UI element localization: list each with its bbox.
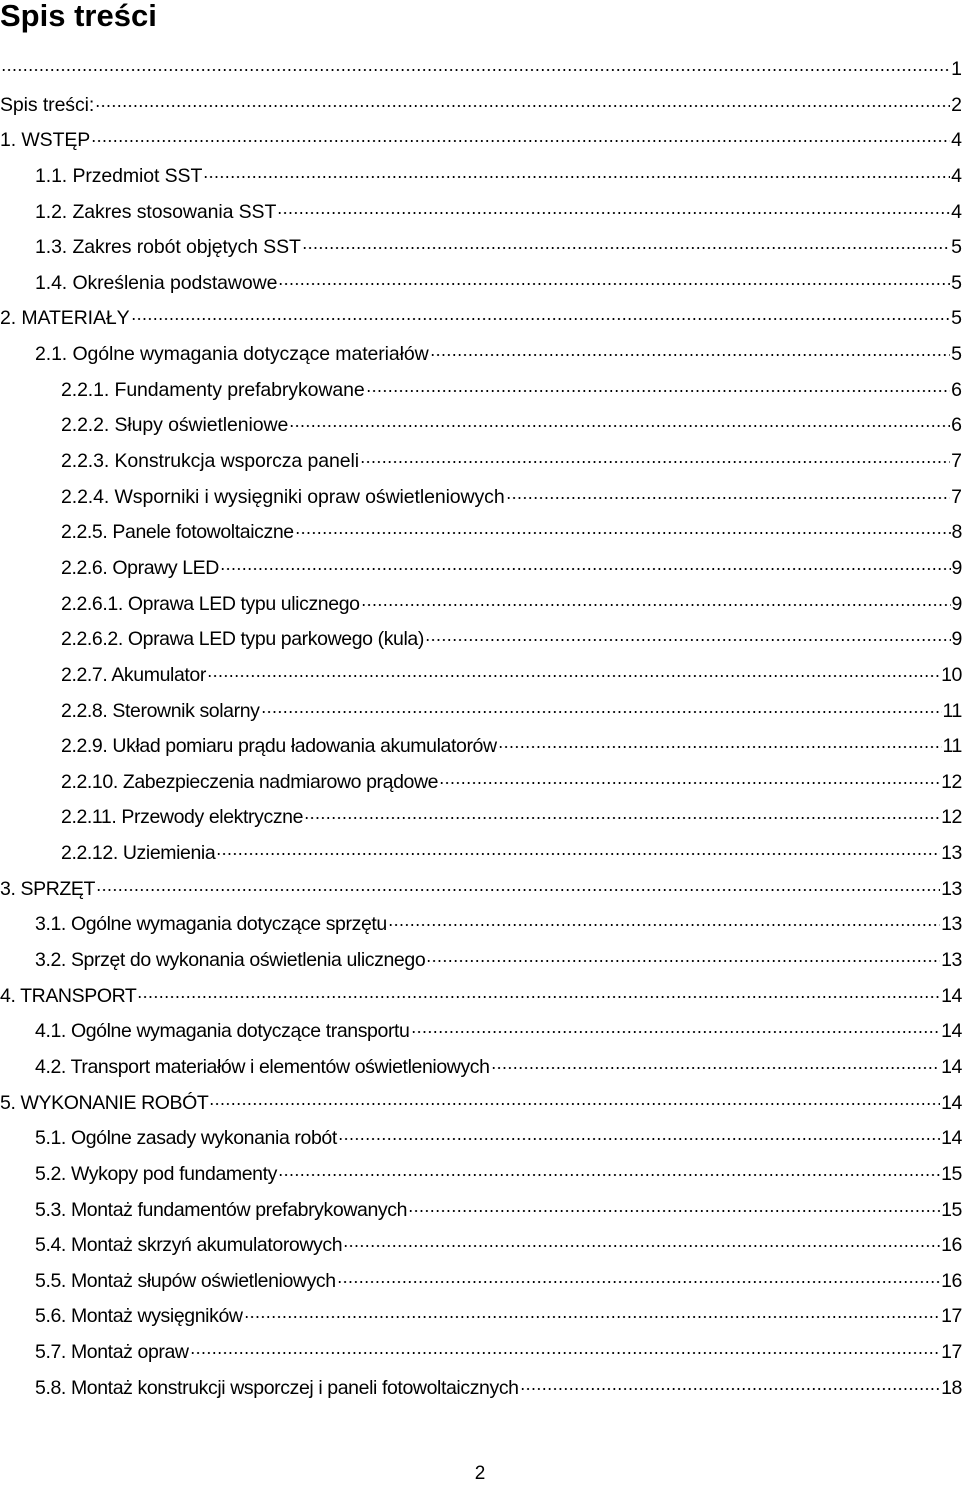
toc-dot-leader [520, 1374, 940, 1394]
toc-entry[interactable] [0, 408, 962, 444]
toc-entry-page: 6 [951, 414, 962, 437]
toc-entry-label: 2.2.6.2. Oprawa LED typu parkowego (kula) [61, 628, 424, 651]
toc-entry-label: 4. TRANSPORT [0, 984, 137, 1007]
toc-entry-label: 1.3. Zakres robót objętych SST [35, 236, 301, 259]
toc-entry-label: 5.6. Montaż wysięgników [35, 1305, 243, 1328]
toc-entry[interactable] [0, 301, 962, 337]
toc-entry[interactable] [0, 587, 962, 623]
toc-entry-page: 14 [941, 1091, 962, 1114]
toc-entry-page: 11 [942, 699, 962, 722]
toc-entry-page: 4 [951, 200, 962, 223]
toc-entry[interactable] [0, 1299, 962, 1335]
toc-dot-leader [190, 1339, 940, 1359]
toc-dot-leader [361, 590, 951, 610]
toc-entry[interactable] [0, 230, 962, 266]
toc-dot-leader [491, 1053, 941, 1073]
toc-entry-page: 11 [942, 735, 962, 758]
toc-entry-label: 5.2. Wykopy pod fundamenty [35, 1162, 277, 1185]
toc-entry-label: 2. MATERIAŁY [0, 307, 130, 330]
toc-dot-leader [278, 1160, 940, 1180]
toc-entry-page: 1 [951, 58, 962, 80]
toc-entry-page: 18 [941, 1376, 962, 1399]
toc-entry[interactable] [0, 551, 962, 587]
toc-entry-page: 9 [951, 592, 962, 615]
toc-entry-label: 5.4. Montaż skrzyń akumulatorowych [35, 1234, 343, 1257]
toc-dot-leader [302, 234, 950, 254]
toc-dot-leader [388, 911, 940, 931]
toc-dot-leader [295, 519, 951, 539]
toc-entry[interactable] [0, 195, 962, 231]
toc-entry-label: 5.8. Montaż konstrukcji wsporczej i paneli fotowoltaicznych [35, 1376, 519, 1399]
toc-dot-leader [220, 554, 951, 574]
toc-dot-leader [261, 697, 942, 717]
toc-entry[interactable] [0, 444, 962, 480]
toc-entry[interactable] [0, 622, 962, 658]
toc-entry[interactable] [0, 907, 962, 943]
toc-dot-leader [304, 804, 940, 824]
toc-entry-label: 4.2. Transport materiałów i elementów oświetleniowych [35, 1055, 490, 1078]
toc-entry-label: 3.1. Ogólne wymagania dotyczące sprzętu [35, 913, 387, 936]
toc-entry-label: 5.5. Montaż słupów oświetleniowych [35, 1269, 336, 1292]
toc-dot-leader [203, 162, 950, 182]
toc-entry[interactable] [0, 159, 962, 195]
toc-entry-label: 2.2.6.1. Oprawa LED typu ulicznego [61, 592, 360, 615]
toc-dot-leader [430, 341, 951, 361]
toc-entry-page: 8 [951, 521, 962, 544]
toc-entry-page: 7 [951, 450, 962, 473]
toc-entry-page: 9 [951, 628, 962, 651]
toc-dot-leader [207, 661, 940, 681]
toc-entry[interactable] [0, 800, 962, 836]
toc-entry-page: 5 [951, 236, 962, 259]
toc-entry-page: 5 [951, 271, 962, 294]
toc-entry-page: 17 [941, 1341, 962, 1364]
toc-entry-page: 15 [941, 1198, 962, 1221]
toc-entry-label: 2.1. Ogólne wymagania dotyczące materiałów [35, 343, 429, 366]
toc-dot-leader [439, 768, 940, 788]
toc-entry[interactable] [0, 52, 962, 88]
toc-entry-label: 1.4. Określenia podstawowe [35, 271, 278, 294]
toc-entry-page: 5 [951, 307, 962, 330]
toc-entry[interactable] [0, 480, 962, 516]
toc-entry[interactable] [0, 765, 962, 801]
toc-entry[interactable] [0, 1086, 962, 1122]
toc-entry-page: 12 [941, 806, 962, 829]
toc-dot-leader [343, 1232, 940, 1252]
toc-entry-page: 13 [941, 877, 962, 900]
toc-dot-leader [498, 733, 942, 753]
toc-entry-page: 5 [951, 343, 962, 366]
toc-entry-label: Spis treści: [0, 93, 95, 116]
toc-entry-label: 5.1. Ogólne zasady wykonania robót [35, 1127, 337, 1150]
toc-dot-leader [95, 91, 950, 111]
toc-dot-leader [244, 1303, 941, 1323]
toc-entry[interactable] [0, 729, 962, 765]
toc-entry[interactable] [0, 694, 962, 730]
toc-dot-leader [426, 947, 940, 967]
toc-dot-leader [338, 1125, 940, 1145]
toc-entry[interactable] [0, 1371, 962, 1407]
toc-entry[interactable] [0, 266, 962, 302]
page-number: 2 [474, 1463, 486, 1484]
toc-dot-leader [91, 127, 950, 147]
toc-entry-label: 1.1. Przedmiot SST [35, 164, 203, 187]
toc-entry-label: 2.2.3. Konstrukcja wsporcza paneli [61, 450, 359, 473]
toc-dot-leader [360, 448, 950, 468]
toc-entry[interactable] [0, 88, 962, 124]
toc-entry-page: 4 [951, 129, 962, 152]
toc-entry-page: 17 [941, 1305, 962, 1328]
toc-entry-page: 14 [941, 984, 962, 1007]
toc-entry-label: 2.2.11. Przewody elektryczne [61, 806, 304, 829]
toc-entry-label: 2.2.5. Panele fotowoltaiczne [61, 521, 294, 544]
toc-dot-leader [1, 56, 950, 76]
toc-entry-page: 15 [941, 1162, 962, 1185]
toc-entry[interactable] [0, 1228, 962, 1264]
toc-dot-leader [277, 198, 950, 218]
toc-entry[interactable] [0, 658, 962, 694]
toc-dot-leader [209, 1089, 940, 1109]
toc-dot-leader [289, 412, 950, 432]
toc-dot-leader [506, 483, 951, 503]
toc-entry[interactable] [0, 979, 962, 1015]
toc-entry-label: 2.2.1. Fundamenty prefabrykowane [61, 378, 365, 401]
toc-entry-page: 16 [941, 1269, 962, 1292]
toc-entry-page: 14 [941, 1055, 962, 1078]
toc-entry-page: 13 [941, 842, 962, 865]
toc-entry-page: 9 [951, 556, 962, 579]
toc-entry-page: 12 [941, 770, 962, 793]
toc-dot-leader [425, 626, 951, 646]
toc-entry-label: 2.2.8. Sterownik solarny [61, 699, 260, 722]
toc-entry-label: 5. WYKONANIE ROBÓT [0, 1091, 209, 1114]
toc-entry[interactable] [0, 1335, 962, 1371]
toc-entry-label: 2.2.7. Akumulator [61, 663, 206, 686]
toc-entry-label: 2.2.10. Zabezpieczenia nadmiarowo prądowe [61, 770, 439, 793]
toc-entry[interactable] [0, 1121, 962, 1157]
toc-entry-page: 13 [941, 913, 962, 936]
toc-entry[interactable] [0, 1050, 962, 1086]
toc-entry-label: 1.2. Zakres stosowania SST [35, 200, 277, 223]
toc-entry-page: 16 [941, 1234, 962, 1257]
toc-entry-page: 7 [951, 485, 962, 508]
toc-entry-label: 3. SPRZĘT [0, 877, 96, 900]
toc-entry[interactable] [0, 872, 962, 908]
toc-entry[interactable] [0, 943, 962, 979]
toc-entry-label: 2.2.9. Układ pomiaru prądu ładowania akumulatorów [61, 735, 497, 758]
toc-entry[interactable] [0, 1193, 962, 1229]
toc-entry[interactable] [0, 836, 962, 872]
toc-entry-label: 5.7. Montaż opraw [35, 1341, 189, 1364]
toc-entry-page: 13 [941, 949, 962, 972]
toc-dot-leader [337, 1267, 940, 1287]
toc-entry-page: 4 [951, 164, 962, 187]
toc-dot-leader [137, 982, 940, 1002]
toc-entry-label: 5.3. Montaż fundamentów prefabrykowanych [35, 1198, 408, 1221]
toc-entry-page: 10 [941, 663, 962, 686]
toc-entry-label: 2.2.6. Oprawy LED [61, 556, 219, 579]
toc-entry[interactable] [0, 123, 962, 159]
table-of-contents [0, 52, 962, 1406]
toc-entry[interactable] [0, 337, 962, 373]
toc-entry[interactable] [0, 373, 962, 409]
toc-dot-leader [408, 1196, 940, 1216]
toc-entry[interactable] [0, 515, 962, 551]
toc-dot-leader [366, 376, 951, 396]
toc-entry-page: 2 [951, 93, 962, 116]
toc-dot-leader [278, 269, 950, 289]
toc-entry[interactable] [0, 1264, 962, 1300]
toc-dot-leader [96, 875, 940, 895]
toc-entry-label: 3.2. Sprzęt do wykonania oświetlenia ulicznego [35, 949, 426, 972]
toc-entry[interactable] [0, 1157, 962, 1193]
toc-entry-page: 14 [941, 1020, 962, 1043]
toc-entry-label: 2.2.4. Wsporniki i wysięgniki opraw oświetleniowych [61, 485, 505, 508]
toc-entry-page: 6 [951, 378, 962, 401]
toc-dot-leader [131, 305, 951, 325]
toc-dot-leader [216, 840, 940, 860]
toc-entry-label: 4.1. Ogólne wymagania dotyczące transportu [35, 1020, 410, 1043]
page-title: Spis treści [0, 0, 157, 33]
toc-entry-label: 2.2.12. Uziemienia [61, 842, 216, 865]
toc-entry-label: 2.2.2. Słupy oświetleniowe [61, 414, 289, 437]
toc-entry-page: 14 [941, 1127, 962, 1150]
toc-entry[interactable] [0, 1014, 962, 1050]
toc-entry-label: 1. WSTĘP [0, 129, 91, 152]
toc-dot-leader [411, 1018, 941, 1038]
